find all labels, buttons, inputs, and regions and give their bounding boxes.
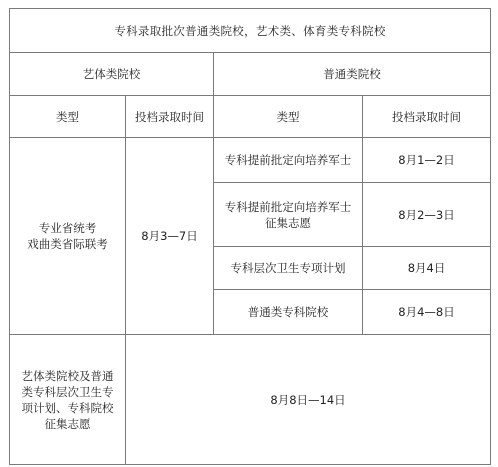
general-type-line: 专科提前批定向培养军士 <box>224 199 352 214</box>
table-title: 专科录取批次普通类院校，艺术类、体育类专科院校 <box>10 9 491 53</box>
title-row <box>10 9 491 53</box>
section-general-label: 普通类院校 <box>214 53 491 96</box>
bottom-type-line: 艺体类院校及普通 <box>21 368 114 383</box>
art-time-cell: 8月3—7日 <box>126 138 214 335</box>
section-art-label: 艺体类院校 <box>10 53 214 96</box>
general-type-cell <box>214 183 363 247</box>
general-type-cell <box>214 138 363 183</box>
art-type-line: 戏曲类省际联考 <box>27 237 108 251</box>
general-type-line: 专科层次卫生专项计划 <box>230 261 346 275</box>
bottom-type-cell <box>10 335 126 465</box>
table-row <box>10 335 491 465</box>
general-type-cell <box>214 290 363 335</box>
bottom-time-cell: 8月8日—14日 <box>126 335 491 465</box>
header-general-type: 类型 <box>214 96 363 138</box>
table-row <box>10 138 491 183</box>
general-type-line: 征集志愿 <box>265 215 311 230</box>
general-type-line: 普通类专科院校 <box>247 305 329 319</box>
art-type-cell <box>10 138 126 335</box>
bottom-type-line: 类专科层次卫生专 <box>21 384 114 399</box>
art-type-line: 专业省统考 <box>38 221 97 235</box>
section-row <box>10 53 491 96</box>
admission-schedule-table <box>9 8 491 465</box>
general-time-cell: 8月2—3日 <box>363 183 491 247</box>
general-time-cell: 8月1—2日 <box>363 138 491 183</box>
general-time-cell: 8月4—8日 <box>363 290 491 335</box>
general-time-cell: 8月4日 <box>363 247 491 290</box>
header-general-time: 投档录取时间 <box>363 96 491 138</box>
header-art-time: 投档录取时间 <box>126 96 214 138</box>
bottom-type-line: 项计划、专科院校 <box>21 400 114 415</box>
bottom-type-line: 征集志愿 <box>44 416 91 431</box>
general-type-cell <box>214 247 363 290</box>
header-row <box>10 96 491 138</box>
general-type-line: 专科提前批定向培养军士 <box>224 153 352 167</box>
header-art-type: 类型 <box>10 96 126 138</box>
